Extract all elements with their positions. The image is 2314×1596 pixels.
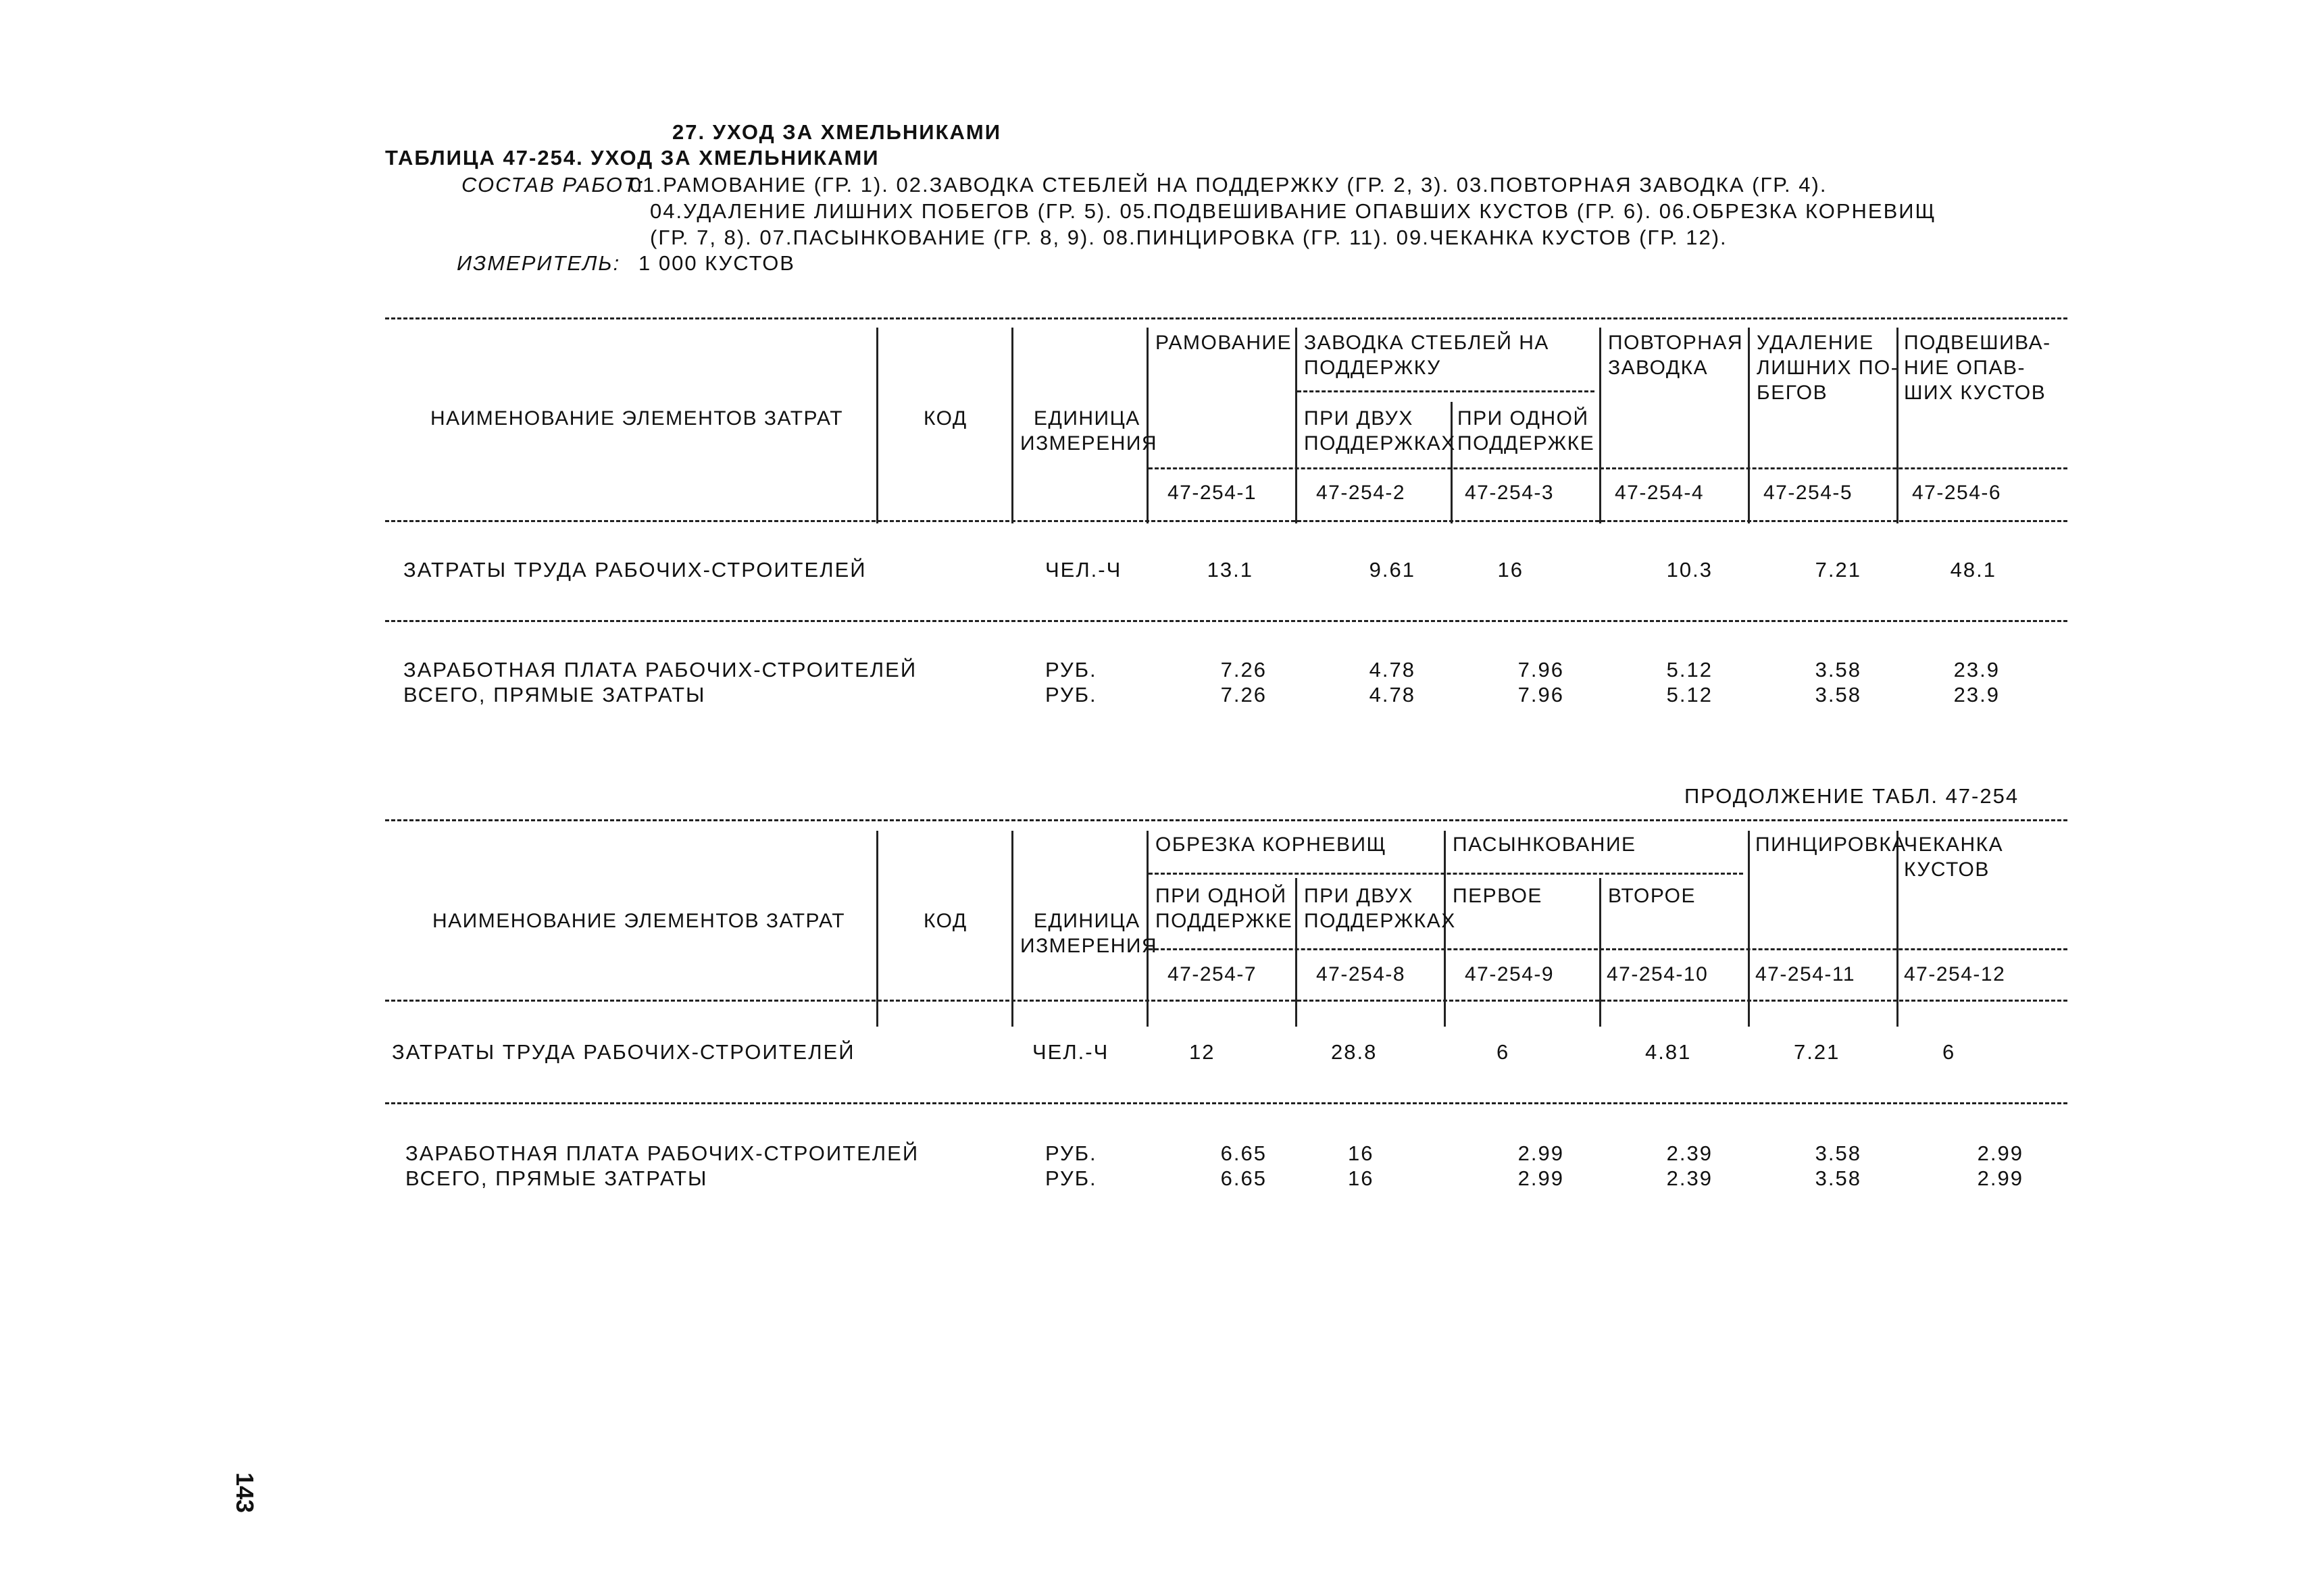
row-value: 6.65: [1220, 1141, 1267, 1165]
row-value: 16: [1348, 1166, 1374, 1190]
divider: [1451, 402, 1453, 523]
row-unit: РУБ.: [1045, 1141, 1097, 1165]
table-2-header-rule: [385, 1000, 2067, 1002]
row-value: 9.61: [1369, 558, 1415, 582]
row-unit: ЧЕЛ.-Ч: [1032, 1040, 1109, 1064]
sub-rule: [1149, 467, 2067, 469]
col-header-pasynkovanie: ПАСЫНКОВАНИЕ: [1453, 833, 1636, 856]
table-code: 47-254-10: [1607, 963, 1709, 985]
divider: [1147, 831, 1149, 1027]
table-code: 47-254-7: [1167, 963, 1257, 985]
row-value: 13.1: [1207, 558, 1253, 582]
table-1-top-rule: [385, 317, 2067, 319]
row-value: 7.26: [1220, 658, 1267, 681]
sub-header-one-support: ПОДДЕРЖКЕ: [1457, 432, 1595, 455]
row-value: 4.81: [1645, 1040, 1692, 1064]
row-value: 2.39: [1666, 1166, 1713, 1190]
code-header: КОД: [924, 910, 967, 932]
row-value: 7.21: [1794, 1040, 1840, 1064]
divider: [1599, 328, 1601, 523]
col-header-remove: БЕГОВ: [1757, 382, 1828, 404]
unit-header: ИЗМЕРЕНИЯ: [1020, 432, 1158, 455]
divider: [876, 831, 878, 1027]
sub-rule: [1149, 948, 2067, 950]
col-header-remove: УДАЛЕНИЕ: [1757, 332, 1874, 354]
table-code: 47-254-2: [1316, 482, 1406, 504]
row-rule: [385, 620, 2067, 622]
table-code: 47-254-3: [1465, 482, 1555, 504]
row-name: ВСЕГО, ПРЯМЫЕ ЗАТРАТЫ: [403, 683, 706, 706]
col-header-chekanka: ЧЕКАНКА: [1904, 833, 2004, 856]
row-value: 2.99: [1977, 1166, 2023, 1190]
row-value: 7.96: [1517, 658, 1564, 681]
row-value: 5.12: [1666, 658, 1713, 681]
row-value: 6: [1942, 1040, 1956, 1064]
row-name: ЗАРАБОТНАЯ ПЛАТА РАБОЧИХ-СТРОИТЕЛЕЙ: [405, 1141, 920, 1165]
row-value: 7.21: [1815, 558, 1861, 582]
row-value: 3.58: [1815, 1141, 1861, 1165]
row-value: 4.78: [1369, 683, 1415, 706]
composition-line-3: (ГР. 7, 8). 07.ПАСЫНКОВАНИЕ (ГР. 8, 9). 08.ПИНЦИРОВКА (ГР. 11). 09.ЧЕКАНКА КУСТОВ (ГР. 12).: [650, 226, 1728, 249]
row-value: 16: [1348, 1141, 1374, 1165]
table-title: ТАБЛИЦА 47-254. УХОД ЗА ХМЕЛЬНИКАМИ: [385, 146, 880, 170]
unit-header: ИЗМЕРЕНИЯ: [1020, 935, 1158, 957]
sub-header-one-support: ПОДДЕРЖКЕ: [1155, 910, 1293, 932]
row-value: 2.99: [1977, 1141, 2023, 1165]
continuation-caption: ПРОДОЛЖЕНИЕ ТАБЛ. 47-254: [1684, 784, 2019, 808]
table-code: 47-254-8: [1316, 963, 1406, 985]
sub-header-one-support: ПРИ ОДНОЙ: [1457, 407, 1589, 430]
divider: [1896, 831, 1898, 1027]
row-value: 28.8: [1331, 1040, 1378, 1064]
row-rule: [385, 1102, 2067, 1104]
row-value: 2.99: [1517, 1141, 1564, 1165]
row-name: ВСЕГО, ПРЯМЫЕ ЗАТРАТЫ: [405, 1166, 708, 1190]
row-value: 6.65: [1220, 1166, 1267, 1190]
table-code: 47-254-1: [1167, 482, 1257, 504]
table-code: 47-254-12: [1904, 963, 2006, 985]
col-header-zavodka: ПОДДЕРЖКУ: [1304, 357, 1441, 379]
col-header-repeat: ПОВТОРНАЯ: [1608, 332, 1744, 354]
table-1-header-rule: [385, 520, 2067, 522]
sub-header-first: ПЕРВОЕ: [1453, 885, 1542, 907]
composition-label: СОСТАВ РАБОТ:: [461, 173, 645, 197]
row-value: 10.3: [1666, 558, 1713, 582]
table-code: 47-254-4: [1615, 482, 1705, 504]
sub-header-two-supports: ПОДДЕРЖКАХ: [1304, 432, 1456, 455]
meter-value: 1 000 КУСТОВ: [638, 251, 795, 275]
row-value: 7.26: [1220, 683, 1267, 706]
col-header-ramovanie: РАМОВАНИЕ: [1155, 332, 1292, 354]
table-2-top-rule: [385, 819, 2067, 821]
table-code: 47-254-6: [1912, 482, 2002, 504]
sub-header-one-support: ПРИ ОДНОЙ: [1155, 885, 1287, 907]
row-value: 48.1: [1950, 558, 1996, 582]
divider: [1295, 878, 1297, 1027]
sub-rule: [1297, 390, 1594, 392]
row-value: 4.78: [1369, 658, 1415, 681]
row-name: ЗАТРАТЫ ТРУДА РАБОЧИХ-СТРОИТЕЛЕЙ: [392, 1040, 855, 1064]
row-name: ЗАТРАТЫ ТРУДА РАБОЧИХ-СТРОИТЕЛЕЙ: [403, 558, 867, 582]
col-header-hang: НИЕ ОПАВ-: [1904, 357, 2026, 379]
divider: [876, 328, 878, 523]
divider: [1011, 831, 1013, 1027]
divider: [1147, 328, 1149, 523]
table-code: 47-254-5: [1763, 482, 1853, 504]
sub-rule: [1149, 873, 1743, 875]
sub-header-two-supports: ПРИ ДВУХ: [1304, 885, 1413, 907]
name-header: НАИМЕНОВАНИЕ ЭЛЕМЕНТОВ ЗАТРАТ: [432, 910, 846, 932]
unit-header: ЕДИНИЦА: [1034, 910, 1140, 932]
col-header-zavodka: ЗАВОДКА СТЕБЛЕЙ НА: [1304, 332, 1549, 354]
row-value: 5.12: [1666, 683, 1713, 706]
meter-label: ИЗМЕРИТЕЛЬ:: [457, 251, 621, 275]
composition-line-1: 01.РАМОВАНИЕ (ГР. 1). 02.ЗАВОДКА СТЕБЛЕЙ НА ПОДДЕРЖКУ (ГР. 2, 3). 03.ПОВТОРНАЯ ЗАВОДКА (ГР. 4).: [630, 173, 1828, 197]
col-header-obrezka: ОБРЕЗКА КОРНЕВИЩ: [1155, 833, 1387, 856]
page-number: 143: [231, 1472, 259, 1514]
table-code: 47-254-9: [1465, 963, 1555, 985]
row-value: 7.96: [1517, 683, 1564, 706]
divider: [1295, 328, 1297, 523]
row-value: 2.39: [1666, 1141, 1713, 1165]
sub-header-two-supports: ПОДДЕРЖКАХ: [1304, 910, 1456, 932]
row-unit: РУБ.: [1045, 658, 1097, 681]
col-header-hang: ПОДВЕШИВА-: [1904, 332, 2051, 354]
row-value: 6: [1496, 1040, 1510, 1064]
divider: [1748, 831, 1750, 1027]
row-value: 23.9: [1953, 658, 2000, 681]
col-header-chekanka: КУСТОВ: [1904, 858, 1990, 881]
sub-header-two-supports: ПРИ ДВУХ: [1304, 407, 1413, 430]
row-unit: РУБ.: [1045, 1166, 1097, 1190]
name-header: НАИМЕНОВАНИЕ ЭЛЕМЕНТОВ ЗАТРАТ: [430, 407, 844, 430]
col-header-remove: ЛИШНИХ ПО-: [1757, 357, 1899, 379]
composition-line-2: 04.УДАЛЕНИЕ ЛИШНИХ ПОБЕГОВ (ГР. 5). 05.ПОДВЕШИВАНИЕ ОПАВШИХ КУСТОВ (ГР. 6). 06.ОБРЕЗКА КОРНЕВИЩ: [650, 199, 1936, 223]
row-value: 3.58: [1815, 1166, 1861, 1190]
table-code: 47-254-11: [1755, 963, 1856, 985]
row-value: 16: [1497, 558, 1524, 582]
divider: [1748, 328, 1750, 523]
unit-header: ЕДИНИЦА: [1034, 407, 1140, 430]
divider: [1599, 878, 1601, 1027]
col-header-hang: ШИХ КУСТОВ: [1904, 382, 2046, 404]
col-header-repeat: ЗАВОДКА: [1608, 357, 1709, 379]
divider: [1011, 328, 1013, 523]
code-header: КОД: [924, 407, 967, 430]
row-value: 3.58: [1815, 683, 1861, 706]
row-value: 3.58: [1815, 658, 1861, 681]
row-value: 12: [1189, 1040, 1215, 1064]
col-header-pincirovka: ПИНЦИРОВКА: [1755, 833, 1907, 856]
row-value: 2.99: [1517, 1166, 1564, 1190]
sub-header-second: ВТОРОЕ: [1608, 885, 1696, 907]
row-value: 23.9: [1953, 683, 2000, 706]
row-unit: РУБ.: [1045, 683, 1097, 706]
section-title: 27. УХОД ЗА ХМЕЛЬНИКАМИ: [672, 120, 1001, 144]
row-unit: ЧЕЛ.-Ч: [1045, 558, 1122, 582]
row-name: ЗАРАБОТНАЯ ПЛАТА РАБОЧИХ-СТРОИТЕЛЕЙ: [403, 658, 917, 681]
